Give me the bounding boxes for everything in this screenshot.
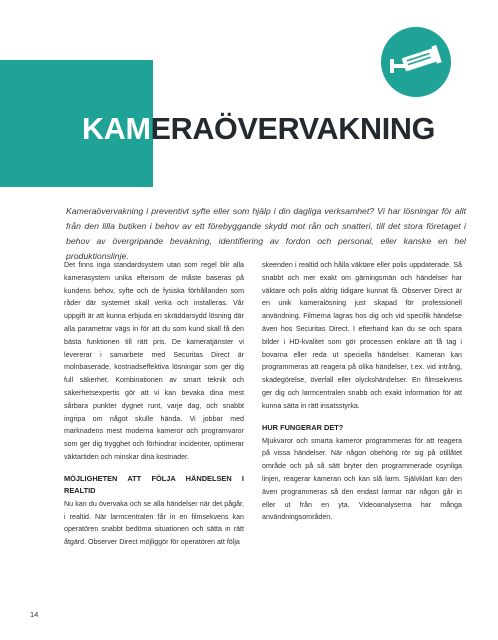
body-paragraph: Nu kan du övervaka och se alla händelser när det pågår, i realtid. När larmcentralen får in en filmsekvens kan operatören snabbt bedöma situationen och sätta in rätt åtgärd. Observer Direct möjliggör för operatören att följa bbox=[64, 499, 244, 547]
title-part-on-teal: KAM bbox=[82, 112, 151, 146]
section-heading: HUR FUNGERAR DET? bbox=[262, 422, 344, 432]
title-part-on-white: ERAÖVERVAKNING bbox=[150, 112, 436, 146]
body-paragraph: Det finns inga standardsystem utan som regel blir alla kamerasystem unika eftersom de måste baseras på kundens behov, syfte och de fysiska förhållanden som råder där systemet skall verka och installeras. Vår uppgift är att kunna erbjuda en skräddarsydd lösning där alla parametrar vägs in för att du som kund skall få den bästa funktionen till rätt pris. De kameratjänster vi levererar i samarbete med Securitas Direct är molnbaserade, kostnadseffektiva lösningar som ger dig full säkerhet. Kombinationen av smart teknik och säkerhetsexpertis gör att vi kan bevaka dina mest sårbara punkter dygnet runt, varje dag, och snabbt ingripa om något skulle hända. Vi jobbar med marknadens mest moderna kameror och programvaror som ger dig trygghet och förhindrar incidenter, optimerar väktartiden och minskar dina kostnader. bbox=[64, 261, 244, 461]
body-paragraph: Mjukvaror och smarta kameror programmeras för att reagera på vissa händelser. När någon obehörig rör sig på otillåtet område och på så sätt bryter den programmerade osynliga linjen, reagerar kameran och kan slå larm. Självklart kan den även programmeras så den endast larmar när någon går in eller ut från en yta. Videoanalyserna har många användningsområden. bbox=[262, 436, 462, 522]
security-camera-icon bbox=[381, 27, 451, 97]
right-column bbox=[262, 259, 462, 524]
page-title bbox=[82, 114, 435, 145]
left-column bbox=[64, 259, 244, 549]
page-number: 14 bbox=[30, 610, 39, 619]
intro-paragraph: Kameraövervakning i preventivt syfte eller som hjälp i din dagliga verksamhet? Vi har lösningar för allt från den lilla butiken i behov av ett förebyggande skydd mot rån och snatteri, till det stora företaget i behov av övergripande bevakning, identifiering av fordon och personal, eller kanske en hel produktionslinje. bbox=[66, 206, 466, 261]
section-heading: MÖJLIGHETEN ATT FÖLJA HÄNDELSEN I REALTID bbox=[64, 473, 244, 495]
body-paragraph: skeenden i realtid och hålla väktare eller polis uppdaterade. Så snabbt och mer exakt om gärningsmän och händelser har väktare och polis aldrig tidigare kunnat få. Observer Direct är en unik kameralösning just skapad för professionell användning. Filmerna lagras hos dig och vid specifik händelse även hos Securitas Direct. I efterhand kan du se och spara bilder i HD-kvalitet som gör processen enklare att få tag i bovarna eller reda ut speciella händelser. Kameran kan programmeras att reagera på olika händelser, t.ex. vid intrång, skadegörelse, överfall eller olyckshändelser. En filmsekvens ger dig och larmcentralen snabb och exakt information för att kunna sätta in rätt insatsstyrka. bbox=[262, 261, 462, 410]
